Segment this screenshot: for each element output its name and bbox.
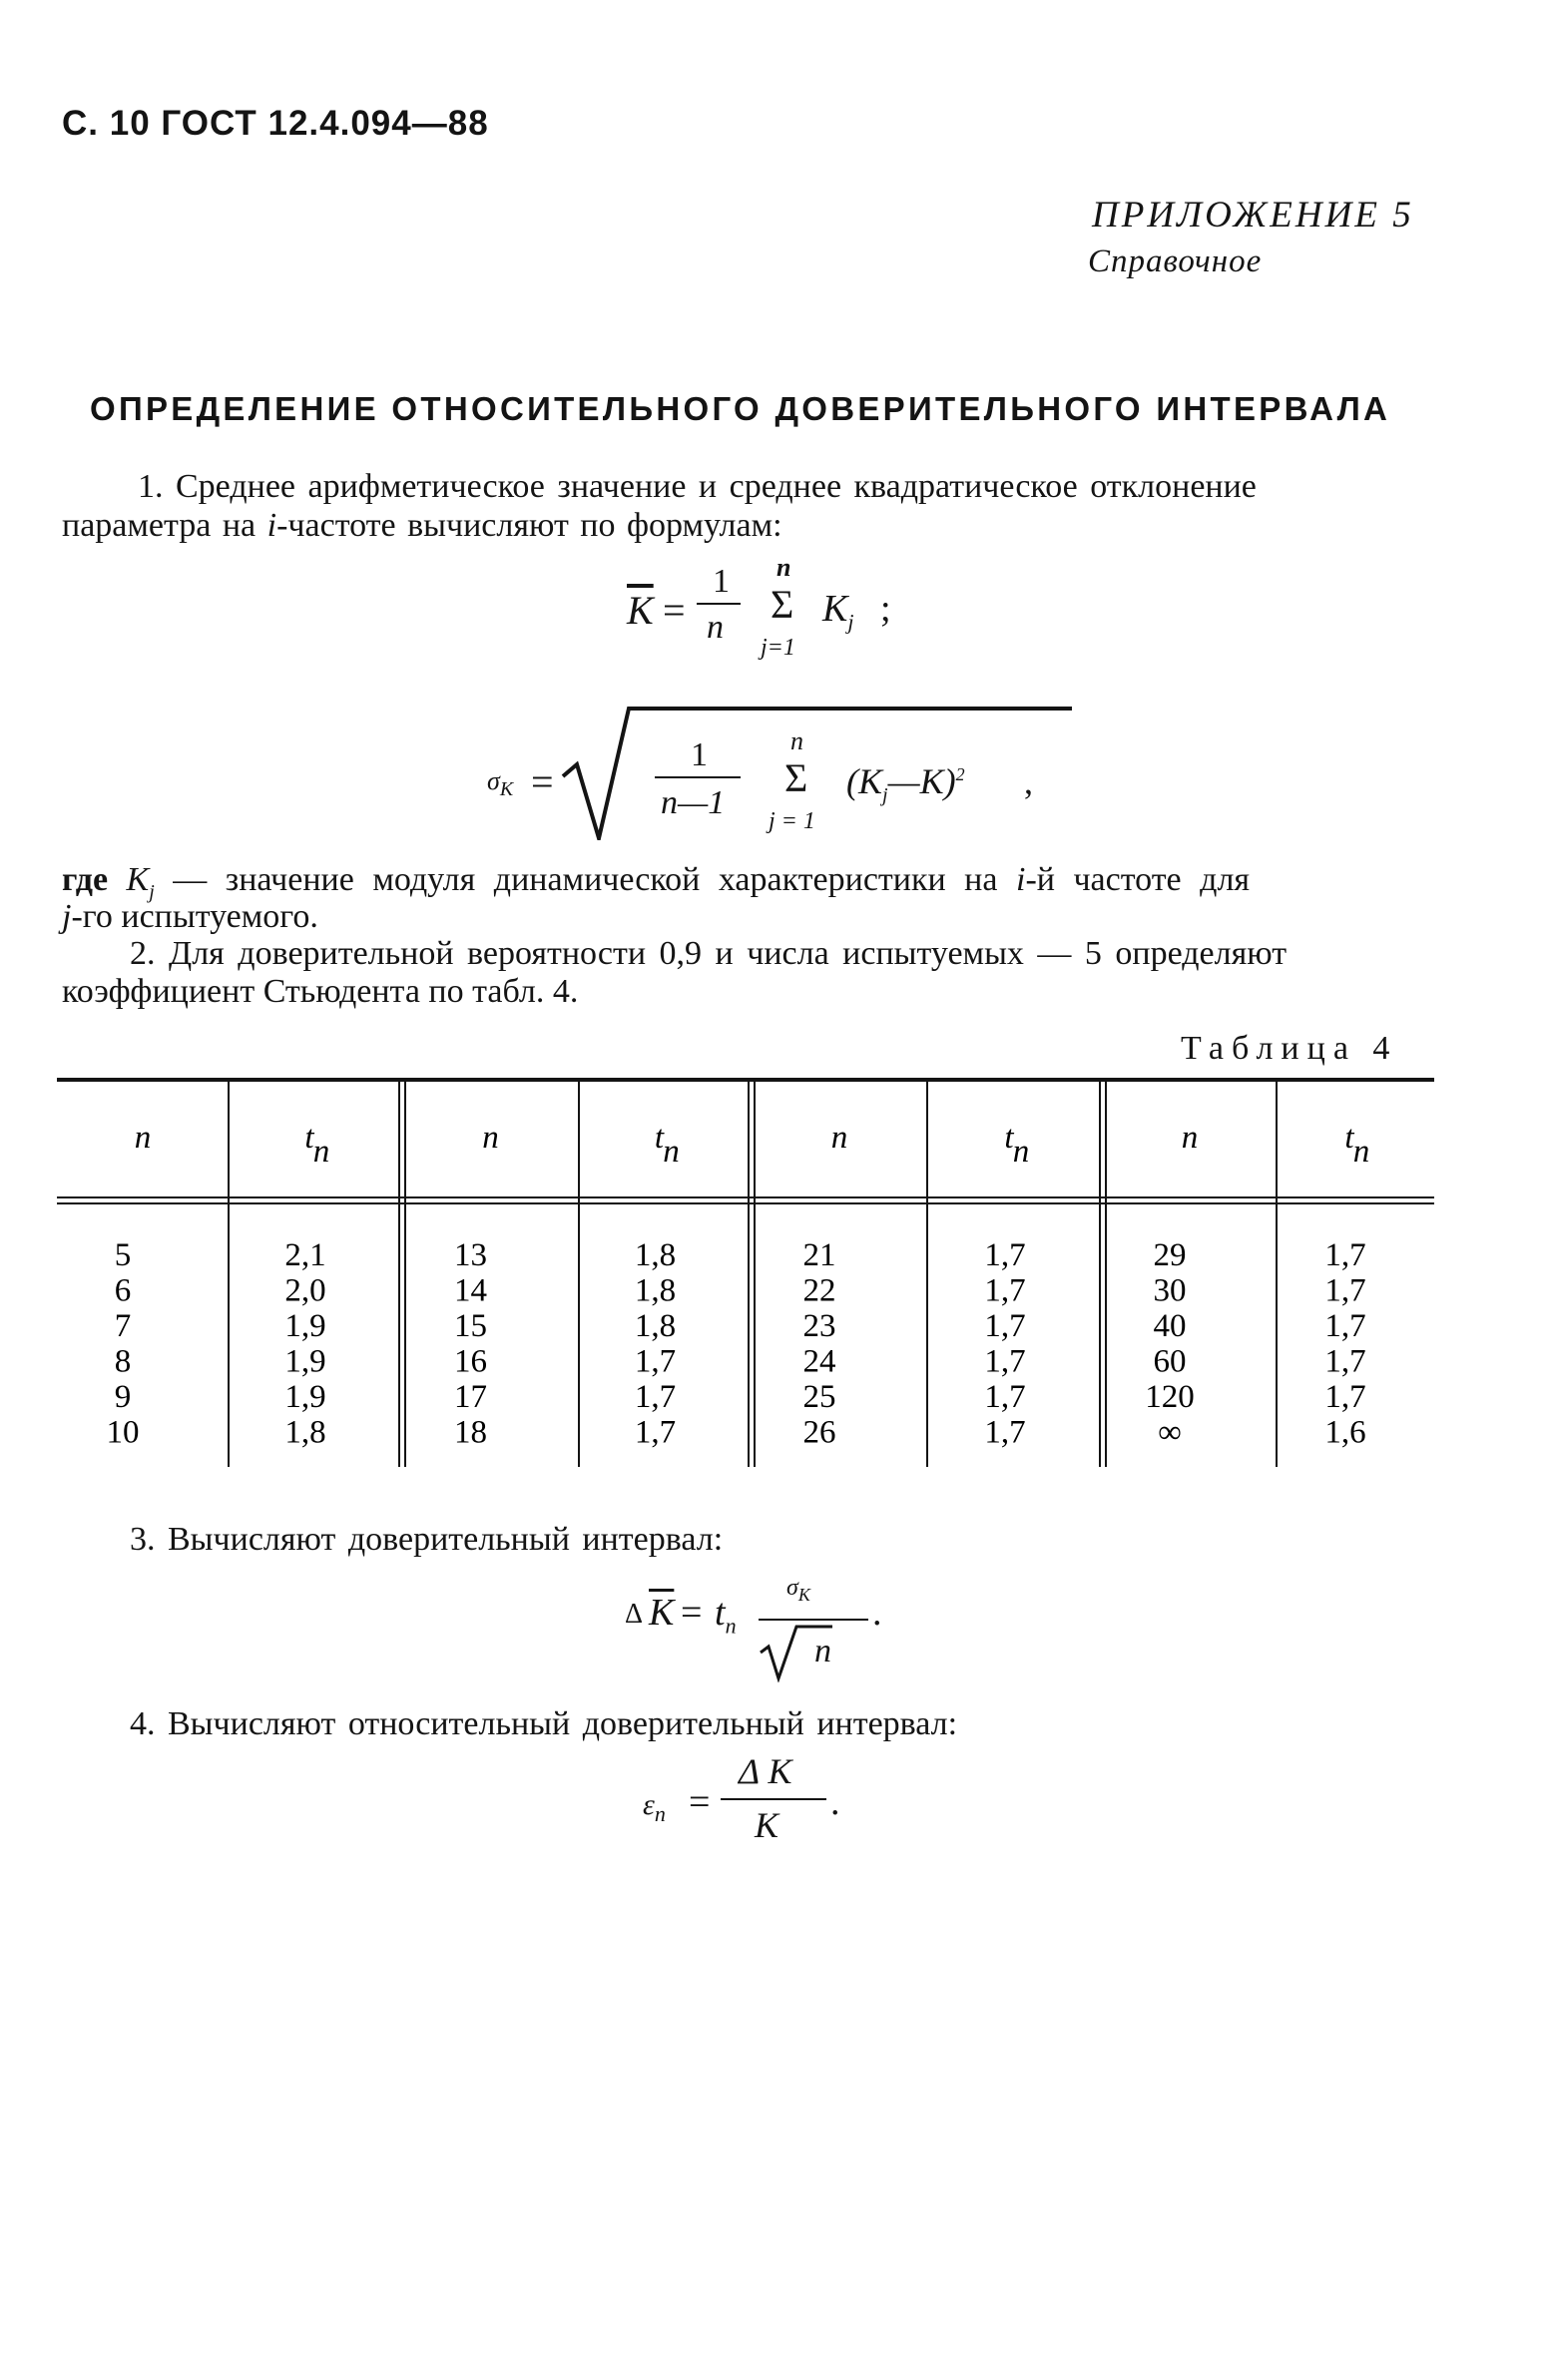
paragraph-1-text-a: параметра на: [62, 507, 267, 544]
formula-delta-num-sub: K: [797, 1584, 810, 1605]
student-coefficient-table: [57, 1078, 1434, 1477]
where-text-1: — значение модуля динамической характеристики на: [154, 861, 1016, 898]
formula-mean-sum-top: n: [776, 553, 791, 582]
table-header-n: n: [1181, 1120, 1199, 1156]
formula-sigma-term-a: (K: [846, 761, 882, 801]
formula-sigma-end: ,: [1024, 761, 1033, 801]
formula-delta-t: [715, 1591, 737, 1640]
table-cell: 13: [454, 1237, 487, 1273]
table-cell: 40: [1153, 1308, 1187, 1344]
table-cell: 1,6: [1324, 1414, 1366, 1451]
table-cell: 29: [1153, 1237, 1187, 1273]
table-header-t-sub: n: [312, 1134, 330, 1170]
formula-sigma-equals: =: [531, 759, 554, 804]
table-cell: 14: [454, 1272, 487, 1309]
table-cell: 1,7: [984, 1414, 1026, 1451]
formula-epsilon: [639, 1750, 878, 1860]
table-cell: 26: [802, 1414, 836, 1451]
formula-mean-sum-bottom: j=1: [761, 635, 795, 661]
table-cell: 21: [802, 1237, 836, 1273]
table-header-t: t: [1004, 1120, 1014, 1156]
table-cell: 18: [454, 1414, 487, 1451]
table-header-t-sub: n: [1352, 1134, 1370, 1170]
formula-delta-numerator: [786, 1575, 810, 1606]
paragraph-1-line-1: 1. Среднее арифметическое значение и среднее квадратическое отклонение: [138, 468, 1257, 505]
where-text-3: -го испытуемого.: [71, 898, 318, 935]
page-header: С. 10 ГОСТ 12.4.094—88: [62, 104, 489, 143]
formula-mean-term-sub: j: [847, 609, 854, 635]
formula-mean-end: ;: [880, 588, 891, 630]
table-cell: 16: [454, 1343, 487, 1380]
formula-sigma-sum-top: n: [790, 726, 803, 755]
formula-eps-symbol: ε: [643, 1788, 655, 1821]
formula-sigma: [469, 705, 1068, 844]
paragraph-2-line-1: 2. Для доверительной вероятности 0,9 и числа испытуемых — 5 определяют: [130, 935, 1288, 972]
table-cell: 22: [802, 1272, 836, 1309]
table-cell: 1,7: [634, 1343, 677, 1380]
table-cell: 60: [1153, 1343, 1187, 1380]
formula-sigma-term: [846, 760, 965, 807]
where-prefix: где: [62, 861, 127, 898]
table-cell: 8: [114, 1343, 132, 1380]
table-cell: 5: [114, 1237, 132, 1273]
sigma-sum-icon: Σ: [771, 582, 794, 627]
table-cell: 1,7: [1324, 1343, 1366, 1380]
formula-eps-numerator: Δ K: [739, 1751, 792, 1791]
formula-eps-end: .: [830, 1781, 840, 1823]
table-header-n: n: [482, 1120, 499, 1156]
table-cell: 1,8: [284, 1414, 326, 1451]
table-cell: 1,7: [1324, 1272, 1366, 1309]
formula-delta-lhs: $\overline{K}$: [649, 1592, 675, 1634]
paragraph-1-var-i: i: [266, 507, 277, 544]
formula-sigma-denominator: n—1: [661, 784, 726, 821]
paragraph-1-line-2: [62, 506, 782, 546]
formula-mean-lhs: $\overline{K}$: [627, 588, 654, 633]
table-cell: 1,9: [284, 1343, 326, 1380]
formula-delta-symbol: Δ: [625, 1599, 644, 1630]
formula-mean: [619, 553, 958, 679]
formula-eps-equals: =: [689, 1781, 711, 1823]
table-header-t-sub: n: [663, 1134, 680, 1170]
formula-delta-t-sub: n: [725, 1613, 737, 1639]
table-cell: 1,7: [984, 1272, 1026, 1309]
formula-delta: [619, 1571, 918, 1690]
table-cell: 1,7: [984, 1379, 1026, 1415]
formula-eps-fraction-bar: [721, 1798, 826, 1800]
table-header-t: t: [304, 1120, 314, 1156]
table-cell: 10: [106, 1414, 140, 1451]
table-cell: 1,9: [284, 1308, 326, 1344]
formula-delta-t-letter: t: [715, 1592, 726, 1634]
table-cell: 30: [1153, 1272, 1187, 1309]
section-title: ОПРЕДЕЛЕНИЕ ОТНОСИТЕЛЬНОГО ДОВЕРИТЕЛЬНОГО ИНТЕРВАЛА: [90, 390, 1391, 427]
table-cell: 1,8: [634, 1272, 677, 1309]
table-cell: 1,8: [634, 1308, 677, 1344]
table-cell: 120: [1145, 1379, 1195, 1415]
where-var-j: j: [62, 898, 72, 935]
formula-mean-term: [822, 587, 853, 636]
table-cell: 17: [454, 1379, 487, 1415]
paragraph-4: 4. Вычисляют относительный доверительный интервал:: [130, 1705, 958, 1742]
table-cell: 24: [802, 1343, 836, 1380]
where-var-i: i: [1015, 861, 1026, 898]
table-header-n: n: [830, 1120, 848, 1156]
formula-mean-term-k: K: [822, 588, 848, 630]
paragraph-2-line-2: коэффициент Стьюдента по табл. 4.: [62, 973, 579, 1010]
formula-mean-denominator: n: [707, 609, 724, 646]
table-cell: 2,0: [284, 1272, 326, 1309]
table-header-n: n: [134, 1120, 152, 1156]
table-cell: 1,7: [634, 1379, 677, 1415]
table-cell: 15: [454, 1308, 487, 1344]
formula-sigma-numerator: 1: [691, 736, 708, 773]
table-cell: 1,7: [1324, 1379, 1366, 1415]
formula-mean-numerator: 1: [713, 563, 730, 600]
formula-delta-num-symbol: σ: [786, 1575, 798, 1601]
formula-sigma-lhs-sub: K: [499, 778, 514, 801]
table-cell: 1,7: [634, 1414, 677, 1451]
table-header-t: t: [654, 1120, 665, 1156]
formula-sigma-term-sub: j: [882, 784, 888, 807]
formula-delta-end: .: [872, 1592, 882, 1634]
where-line-2: [62, 897, 318, 937]
table-cell: 1,7: [984, 1343, 1026, 1380]
table-cell: 1,7: [1324, 1237, 1366, 1273]
formula-sigma-fraction-bar: [655, 776, 741, 778]
table-cell: 1,9: [284, 1379, 326, 1415]
table-cell: ∞: [1158, 1414, 1182, 1451]
formula-delta-denominator: n: [814, 1633, 831, 1669]
table-cell: 2,1: [284, 1237, 326, 1273]
formula-eps-denominator: K: [755, 1805, 779, 1845]
formula-eps-sub: n: [654, 1801, 666, 1826]
table-cell: 23: [802, 1308, 836, 1344]
formula-sigma-term-b: —K): [887, 761, 956, 801]
sigma-sum-icon-2: Σ: [784, 755, 808, 800]
table-cell: 1,7: [984, 1237, 1026, 1273]
table-cell: 1,8: [634, 1237, 677, 1273]
formula-eps-lhs: [643, 1788, 666, 1827]
where-var: [126, 861, 155, 903]
table-cell: 6: [114, 1272, 132, 1309]
formula-delta-equals: =: [681, 1592, 703, 1634]
appendix-label: ПРИЛОЖЕНИЕ 5: [1092, 195, 1414, 236]
square-root-icon: [559, 705, 1078, 840]
table-header-t-sub: n: [1012, 1134, 1030, 1170]
formula-sigma-lhs-symbol: σ: [487, 766, 500, 795]
table-cell: 7: [114, 1308, 132, 1344]
paragraph-1-text-b: -частоте вычисляют по формулам:: [276, 507, 782, 544]
table-cell: 1,7: [1324, 1308, 1366, 1344]
paragraph-3: 3. Вычисляют доверительный интервал:: [130, 1521, 724, 1558]
where-text-2: -й частоте для: [1025, 861, 1251, 898]
table-grid: [57, 1078, 1434, 1477]
where-var-sub: j: [149, 880, 155, 903]
formula-delta-fraction-bar: [759, 1619, 868, 1621]
table-header-t: t: [1344, 1120, 1354, 1156]
formula-sigma-lhs: [487, 766, 513, 801]
formula-mean-fraction-bar: [697, 603, 741, 605]
formula-sigma-power: 2: [955, 764, 965, 784]
table-cell: 25: [802, 1379, 836, 1415]
appendix-status: Справочное: [1088, 243, 1263, 279]
formula-sigma-sum-bottom: j = 1: [769, 808, 815, 834]
table-caption: Таблица 4: [1181, 1030, 1398, 1067]
table-cell: 1,7: [984, 1308, 1026, 1344]
table-cell: 9: [114, 1379, 132, 1415]
where-var-k: K: [126, 861, 150, 898]
formula-mean-equals: =: [663, 588, 686, 633]
